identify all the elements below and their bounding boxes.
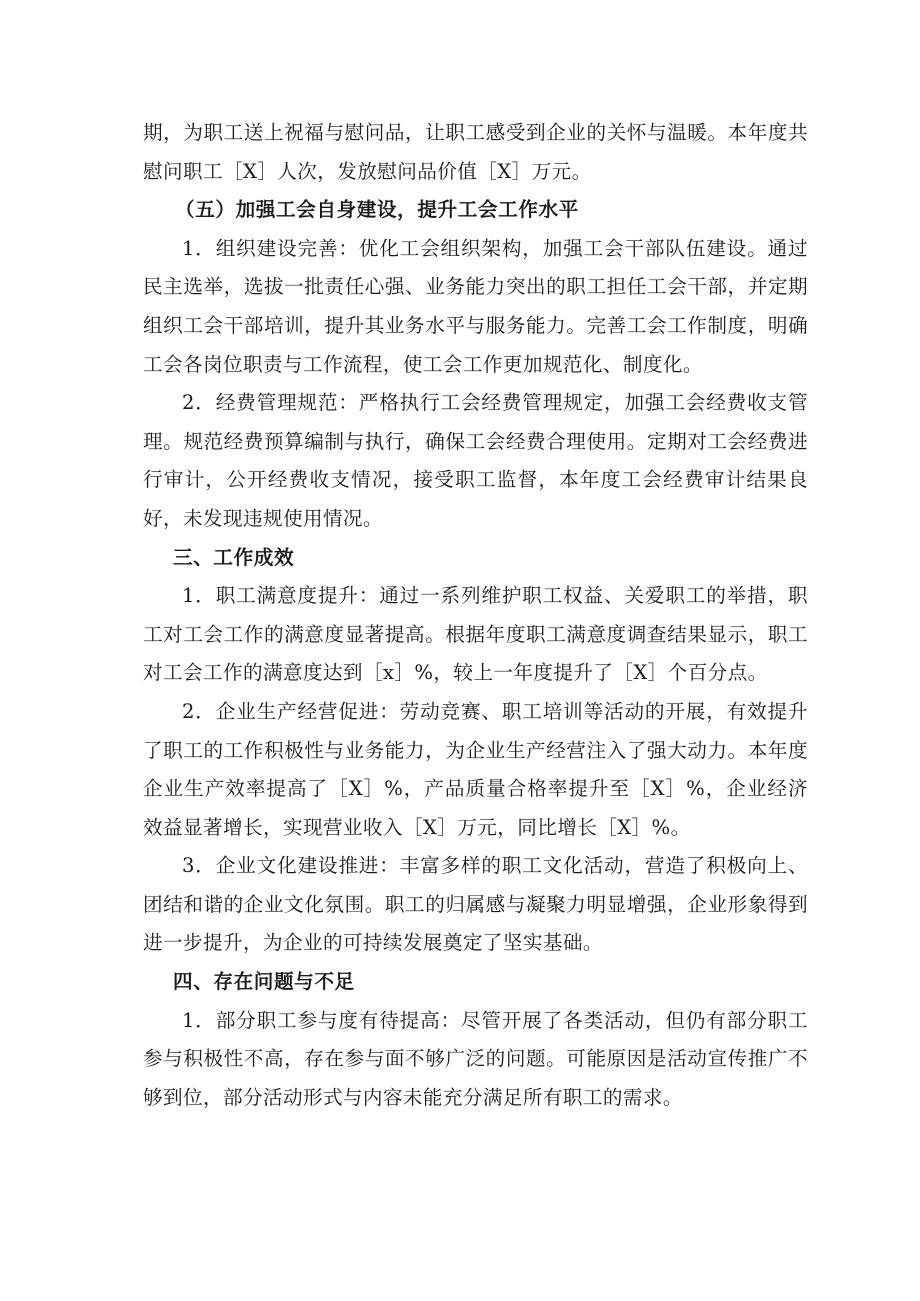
paragraph-organization: 1．组织建设完善：优化工会组织架构，加强工会干部队伍建设。通过民主选举，选拔一批责任心强、业务能力突出的职工担任工会干部，并定期组织工会干部培训，提升其业务水平与服务能力。完善工会工作制度，明确工会各岗位职责与工作流程，使工会工作更加规范化、制度化。 [143, 236, 808, 376]
section-heading-results: 三、工作成效 [173, 545, 295, 569]
paragraph-funds: 2．经费管理规范：严格执行工会经费管理规定，加强工会经费收支管理。规范经费预算编制与执行，确保工会经费合理使用。定期对工会经费进行审计，公开经费收支情况，接受职工监督，本年度工会经费审计结果良好，未发现违规使用情况。 [143, 391, 808, 530]
paragraph-satisfaction: 1．职工满意度提升：通过一系列维护职工权益、关爱职工的举措，职工对工会工作的满意度显著提高。根据年度职工满意度调查结果显示，职工对工会工作的满意度达到［x］%，较上一年度提升了［X］个百分点。 [143, 584, 808, 685]
document-body [143, 114, 808, 1117]
paragraph-production: 2．企业生产经营促进：劳动竞赛、职工培训等活动的开展，有效提升了职工的工作积极性与业务能力，为企业生产经营注入了强大动力。本年度企业生产效率提高了［X］%，产品质量合格率提升至［X］%，企业经济效益显著增长，实现营业收入［X］万元，同比增长［X］%。 [143, 699, 808, 839]
paragraph-continuation: 期，为职工送上祝福与慰问品，让职工感受到企业的关怀与温暖。本年度共慰问职工［X］人次，发放慰问品价值［X］万元。 [143, 121, 808, 183]
paragraph-culture: 3．企业文化建设推进：丰富多样的职工文化活动，营造了积极向上、团结和谐的企业文化氛围。职工的归属感与凝聚力明显增强，企业形象得到进一步提升，为企业的可持续发展奠定了坚实基础。 [143, 854, 808, 955]
section-heading-5: （五）加强工会自身建设，提升工会工作水平 [175, 198, 579, 222]
paragraph-participation: 1．部分职工参与度有待提高：尽管开展了各类活动，但仍有部分职工参与积极性不高，存在参与面不够广泛的问题。可能原因是活动宣传推广不够到位，部分活动形式与内容未能充分满足所有职工的需求。 [143, 1008, 808, 1109]
section-heading-problems: 四、存在问题与不足 [173, 970, 355, 994]
